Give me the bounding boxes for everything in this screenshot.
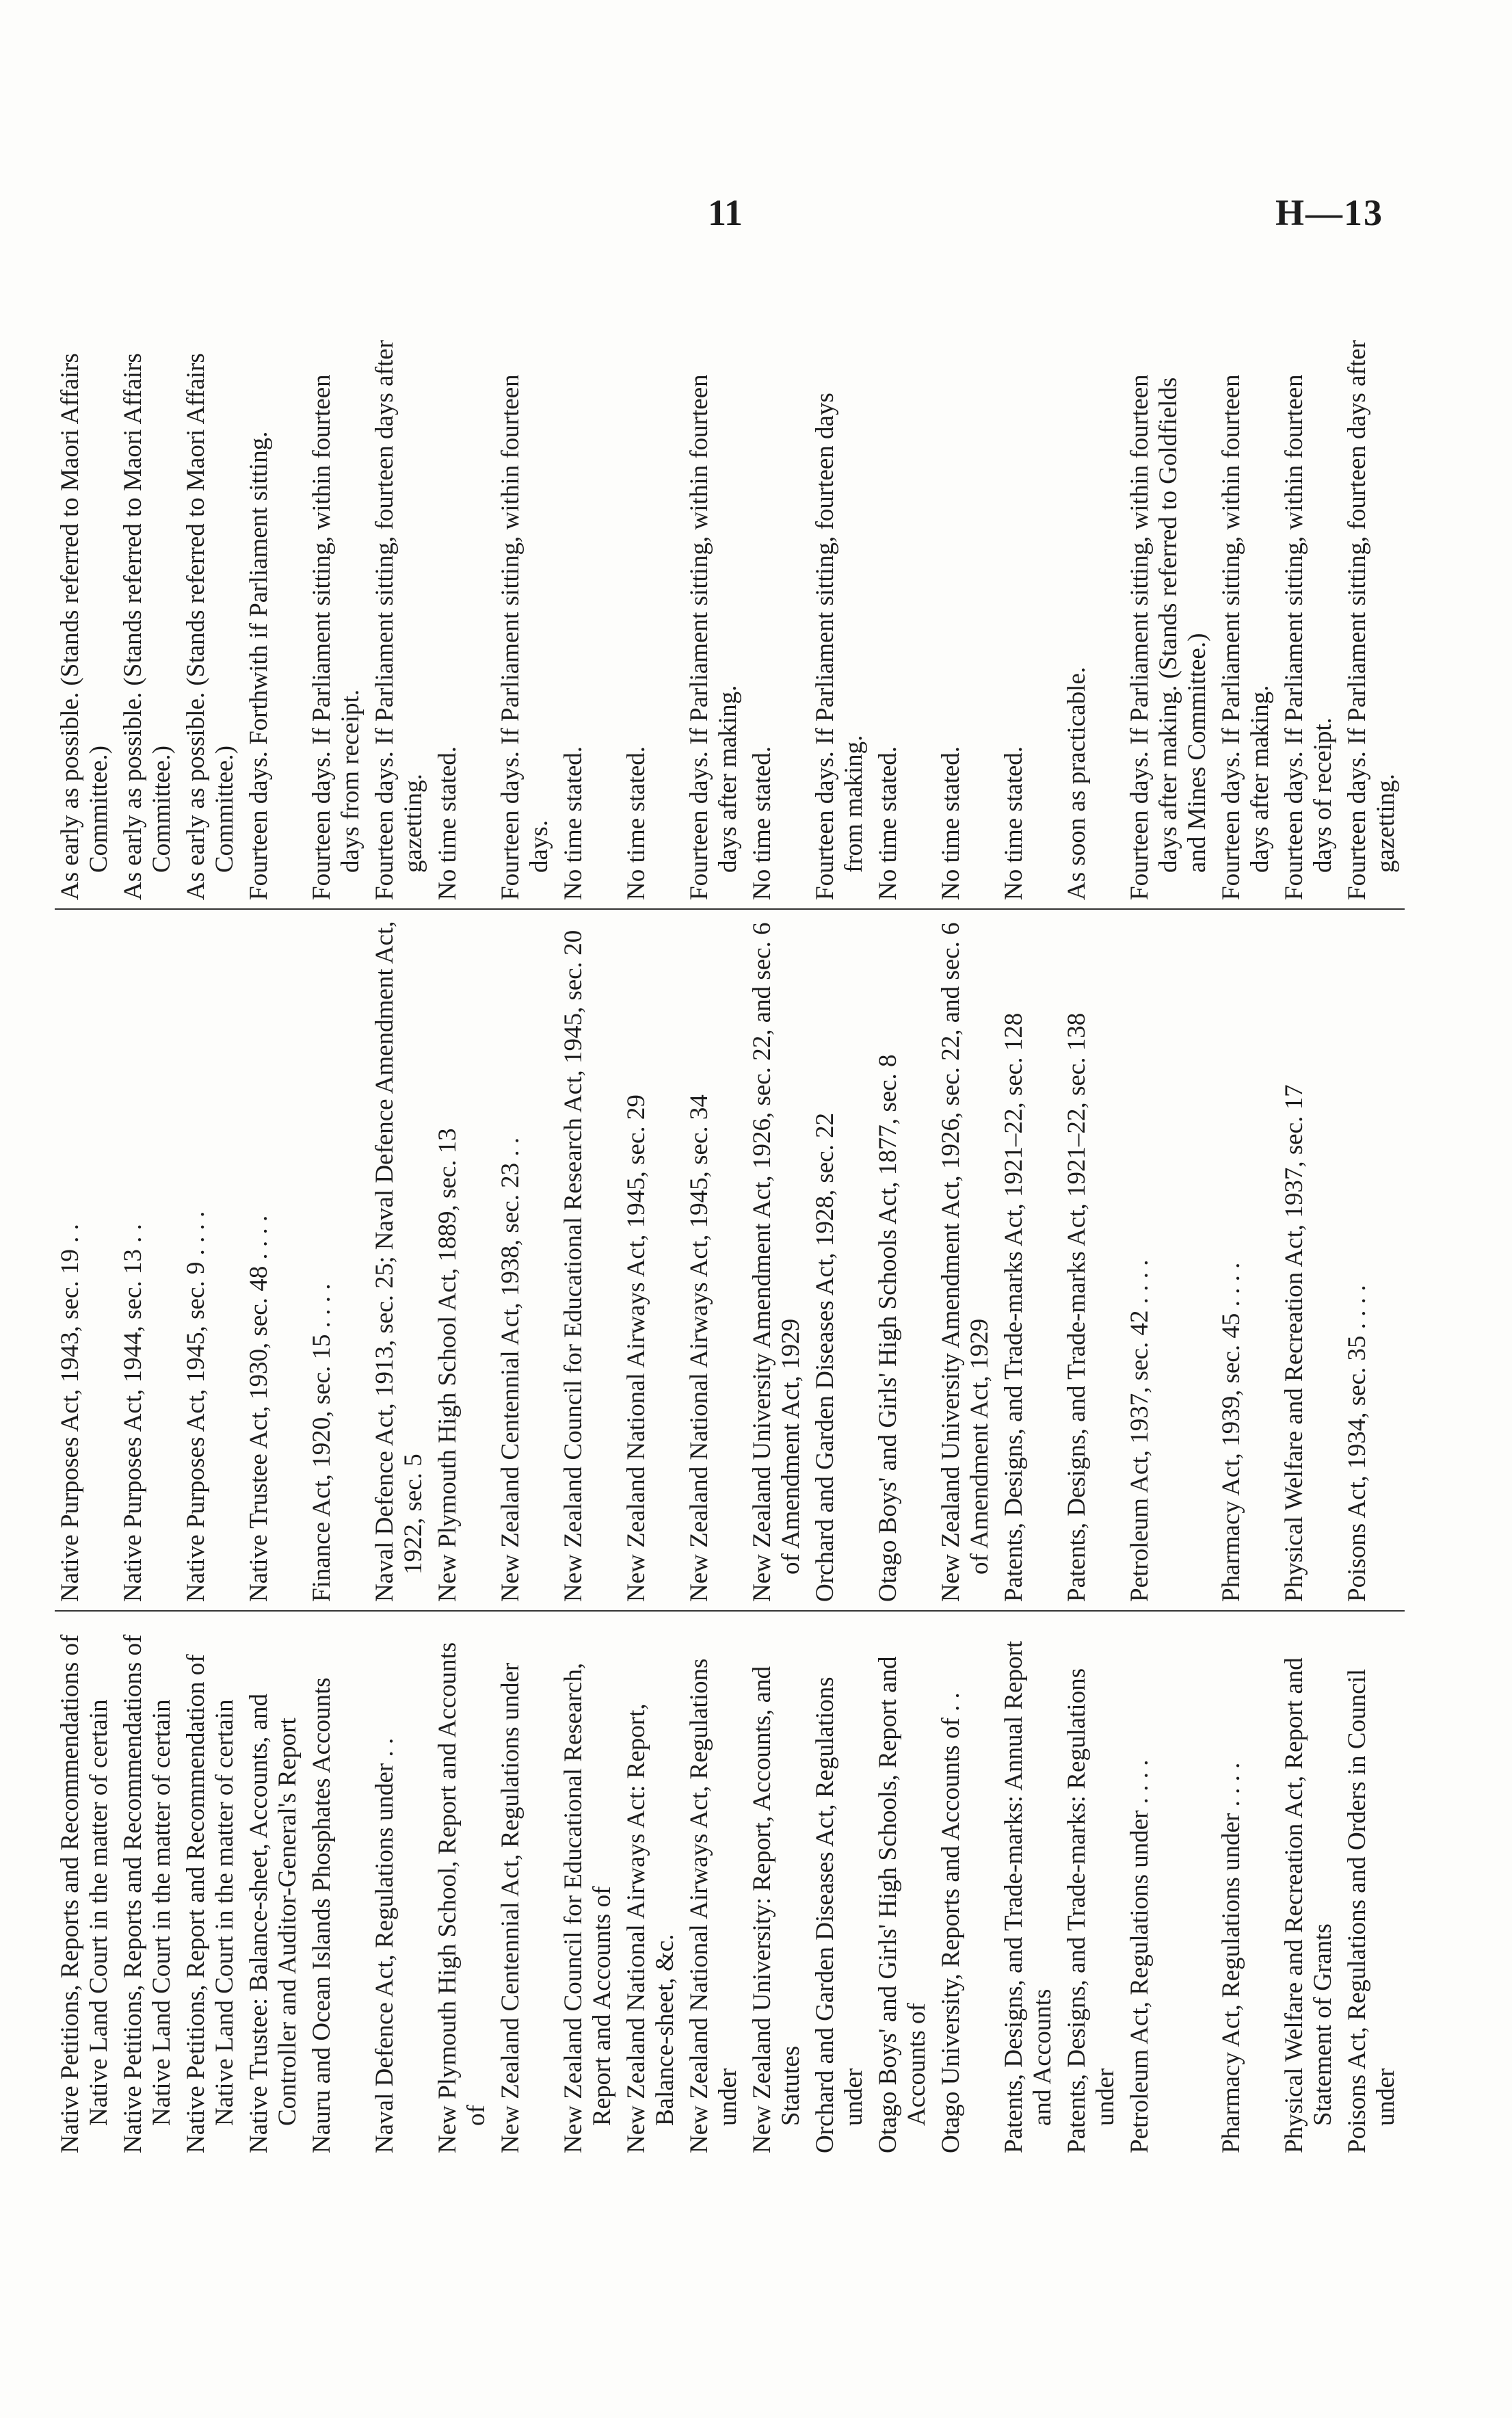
authority-cell [181, 909, 243, 1611]
table-row [181, 331, 243, 2161]
time-limit-cell [1342, 331, 1405, 909]
time-limit-cell [1279, 331, 1342, 909]
authority-cell [810, 909, 873, 1611]
authority-cell-text: New Zealand University Amendment Act, 1926, sec. 22, and sec. 6 of Amendment Act, 1929 [748, 922, 805, 1602]
table-row [1279, 331, 1342, 2161]
subject-cell-text: Patents, Designs, and Trade-marks: Regulations under [1063, 1668, 1119, 2153]
table-row [432, 331, 495, 2161]
authority-cell [1124, 909, 1216, 1611]
time-limit-cell [181, 331, 243, 909]
authority-cell [369, 909, 432, 1611]
time-limit-cell-text: As soon as practicable. [1063, 666, 1091, 900]
authority-cell [243, 909, 306, 1611]
subject-cell [621, 1611, 684, 2161]
subject-cell [1342, 1611, 1405, 2161]
time-limit-cell-text: As early as possible. (Stands referred to Maori Affairs Committee.) [182, 353, 239, 900]
authority-cell-text: Finance Act, 1920, sec. 15 . . . . [308, 1283, 336, 1602]
subject-cell [1216, 1611, 1279, 2161]
time-limit-cell-text: No time stated. [937, 746, 965, 900]
subject-cell [306, 1611, 369, 2161]
time-limit-cell [1061, 331, 1124, 909]
authority-cell [936, 909, 998, 1611]
subject-cell-text: Otago University, Reports and Accounts of . . [937, 1692, 965, 2153]
subject-cell [936, 1611, 998, 2161]
authority-cell-text: New Zealand University Amendment Act, 1926, sec. 22, and sec. 6 of Amendment Act, 1929 [937, 922, 994, 1602]
authority-cell [55, 909, 118, 1611]
subject-cell-text: Naval Defence Act, Regulations under . . [371, 1737, 399, 2153]
subject-cell [1061, 1611, 1124, 2161]
table-row [306, 331, 369, 2161]
subject-cell [684, 1611, 747, 2161]
authority-cell [1342, 909, 1405, 1611]
authority-cell [432, 909, 495, 1611]
authority-cell-text: New Zealand National Airways Act, 1945, sec. 34 [685, 1094, 713, 1602]
subject-cell-text: Poisons Act, Regulations and Orders in Council under [1343, 1668, 1400, 2153]
time-limit-cell-text: Fourteen days. If Parliament sitting, within fourteen days after making. [1217, 374, 1274, 900]
papers-table [55, 331, 1405, 2161]
page-header [0, 192, 1512, 253]
authority-cell [1279, 909, 1342, 1611]
subject-cell-text: Patents, Designs, and Trade-marks: Annual Report and Accounts [1000, 1640, 1057, 2153]
time-limit-cell [684, 331, 747, 909]
subject-cell [495, 1611, 558, 2161]
table-row [747, 331, 810, 2161]
report-code: H—13 [1275, 192, 1384, 233]
authority-cell [558, 909, 621, 1611]
time-limit-cell-text: Fourteen days. If Parliament sitting, within fourteen days. [496, 374, 553, 900]
authority-cell-text: New Zealand Council for Educational Research Act, 1945, sec. 20 [559, 930, 587, 1602]
table-row [621, 331, 684, 2161]
time-limit-cell [55, 331, 118, 909]
subject-cell [747, 1611, 810, 2161]
authority-cell [118, 909, 181, 1611]
time-limit-cell-text: No time stated. [434, 746, 462, 900]
authority-cell-text: New Zealand National Airways Act, 1945, sec. 29 [622, 1094, 650, 1602]
time-limit-cell-text: As early as possible. (Stands referred to Maori Affairs Committee.) [119, 353, 176, 900]
table-row [936, 331, 998, 2161]
authority-cell-text: Petroleum Act, 1937, sec. 42 . . . . [1126, 1259, 1154, 1602]
subject-cell [243, 1611, 306, 2161]
table-row [873, 331, 936, 2161]
authority-cell [621, 909, 684, 1611]
subject-cell-text: New Zealand University: Report, Accounts, and Statutes [748, 1666, 805, 2153]
subject-cell-text: New Zealand National Airways Act: Report, Balance-sheet, &c. [622, 1703, 679, 2153]
subject-cell-text: New Plymouth High School, Report and Accounts of [434, 1642, 490, 2153]
time-limit-cell-text: No time stated. [748, 746, 776, 900]
table-row [55, 331, 118, 2161]
subject-cell [432, 1611, 495, 2161]
time-limit-cell [747, 331, 810, 909]
subject-cell-text: Native Petitions, Report and Recommendation of Native Land Court in the matter of certain [182, 1654, 239, 2153]
time-limit-cell [495, 331, 558, 909]
time-limit-cell [810, 331, 873, 909]
time-limit-cell [1124, 331, 1216, 909]
table-row [369, 331, 432, 2161]
subject-cell [873, 1611, 936, 2161]
authority-cell-text: Orchard and Garden Diseases Act, 1928, sec. 22 [811, 1112, 839, 1602]
table-row [118, 331, 181, 2161]
subject-cell-text: Petroleum Act, Regulations under . . . . [1126, 1759, 1154, 2153]
time-limit-cell [873, 331, 936, 909]
time-limit-cell [936, 331, 998, 909]
subject-cell-text: Native Trustee: Balance-sheet, Accounts, and Controller and Auditor-General's Report [245, 1694, 302, 2153]
subject-cell-text: Native Petitions, Reports and Recommendations of Native Land Court in the matter of certain [119, 1634, 176, 2153]
table-row [1342, 331, 1405, 2161]
subject-cell-text: Native Petitions, Reports and Recommendations of Native Land Court in the matter of certain [56, 1634, 113, 2153]
authority-cell [1061, 909, 1124, 1611]
table-row [1216, 331, 1279, 2161]
subject-cell-text: Orchard and Garden Diseases Act, Regulations under [811, 1677, 868, 2153]
subject-cell [998, 1611, 1061, 2161]
time-limit-cell-text: No time stated. [559, 746, 587, 900]
table-row [998, 331, 1061, 2161]
subject-cell-text: Physical Welfare and Recreation Act, Report and Statement of Grants [1280, 1657, 1337, 2153]
page-number: 11 [708, 192, 743, 233]
table-row [810, 331, 873, 2161]
time-limit-cell-text: No time stated. [622, 746, 650, 900]
authority-cell-text: Native Purposes Act, 1944, sec. 13 . . [119, 1224, 147, 1602]
authority-cell [684, 909, 747, 1611]
subject-cell [558, 1611, 621, 2161]
time-limit-cell [432, 331, 495, 909]
authority-cell-text: Physical Welfare and Recreation Act, 1937, sec. 17 [1280, 1084, 1308, 1602]
subject-cell-text: Nauru and Ocean Islands Phosphates Accounts [308, 1677, 336, 2153]
authority-cell [998, 909, 1061, 1611]
time-limit-cell-text: No time stated. [1000, 746, 1028, 900]
subject-cell-text: New Zealand Council for Educational Research, Report and Accounts of [559, 1662, 616, 2153]
authority-cell-text: Native Purposes Act, 1945, sec. 9 . . . . [182, 1211, 210, 1602]
time-limit-cell [621, 331, 684, 909]
subject-cell-text: Pharmacy Act, Regulations under . . . . [1217, 1762, 1245, 2153]
authority-cell [1216, 909, 1279, 1611]
authority-cell-text: Native Trustee Act, 1930, sec. 48 . . . . [245, 1215, 273, 1602]
authority-cell [747, 909, 810, 1611]
time-limit-cell-text: Fourteen days. If Parliament sitting, within fourteen days after making. (Stands referred to Goldfields and Mines Committee.) [1126, 374, 1211, 900]
authority-cell-text: Native Purposes Act, 1943, sec. 19 . . [56, 1224, 84, 1602]
subject-cell [810, 1611, 873, 2161]
subject-cell-text: Otago Boys' and Girls' High Schools, Report and Accounts of [874, 1656, 931, 2153]
subject-cell [181, 1611, 243, 2161]
time-limit-cell [1216, 331, 1279, 909]
time-limit-cell [243, 331, 306, 909]
time-limit-cell-text: Fourteen days. Forthwith if Parliament sitting. [245, 431, 273, 900]
subject-cell [1124, 1611, 1216, 2161]
table-row [684, 331, 747, 2161]
subject-cell [1279, 1611, 1342, 2161]
time-limit-cell [558, 331, 621, 909]
time-limit-cell-text: As early as possible. (Stands referred to Maori Affairs Committee.) [56, 353, 113, 900]
time-limit-cell [369, 331, 432, 909]
authority-cell-text: New Zealand Centennial Act, 1938, sec. 23 . . [496, 1137, 525, 1602]
authority-cell [873, 909, 936, 1611]
subject-cell [55, 1611, 118, 2161]
subject-cell [118, 1611, 181, 2161]
subject-cell-text: New Zealand National Airways Act, Regulations under [685, 1658, 742, 2153]
authority-cell-text: Otago Boys' and Girls' High Schools Act, 1877, sec. 8 [874, 1054, 902, 1602]
table-row [558, 331, 621, 2161]
time-limit-cell [306, 331, 369, 909]
time-limit-cell [998, 331, 1061, 909]
subject-cell [369, 1611, 432, 2161]
authority-cell-text: Naval Defence Act, 1913, sec. 25; Naval Defence Amendment Act, 1922, sec. 5 [371, 921, 427, 1602]
time-limit-cell-text: Fourteen days. If Parliament sitting, within fourteen days of receipt. [1280, 374, 1337, 900]
table-body [55, 331, 1405, 2161]
subject-cell-text: New Zealand Centennial Act, Regulations under [496, 1662, 525, 2153]
authority-cell-text: Poisons Act, 1934, sec. 35 . . . . [1343, 1285, 1371, 1602]
table-row [495, 331, 558, 2161]
time-limit-cell-text: No time stated. [874, 746, 902, 900]
authority-cell-text: New Plymouth High School Act, 1889, sec. 13 [434, 1128, 462, 1602]
table-row [1124, 331, 1216, 2161]
time-limit-cell-text: Fourteen days. If Parliament sitting, within fourteen days from receipt. [308, 374, 364, 900]
authority-cell [495, 909, 558, 1611]
authority-cell-text: Pharmacy Act, 1939, sec. 45 . . . . [1217, 1262, 1245, 1602]
time-limit-cell [118, 331, 181, 909]
authority-cell-text: Patents, Designs, and Trade-marks Act, 1921–22, sec. 128 [1000, 1012, 1028, 1602]
time-limit-cell-text: Fourteen days. If Parliament sitting, fourteen days from making. [811, 393, 868, 900]
authority-cell [306, 909, 369, 1611]
time-limit-cell-text: Fourteen days. If Parliament sitting, fourteen days after gazetting. [1343, 340, 1400, 900]
rotated-table-container [55, 340, 1422, 2161]
table-row [243, 331, 306, 2161]
time-limit-cell-text: Fourteen days. If Parliament sitting, fourteen days after gazetting. [371, 340, 427, 900]
authority-cell-text: Patents, Designs, and Trade-marks Act, 1921–22, sec. 138 [1063, 1012, 1091, 1602]
table-row [1061, 331, 1124, 2161]
time-limit-cell-text: Fourteen days. If Parliament sitting, within fourteen days after making. [685, 374, 742, 900]
